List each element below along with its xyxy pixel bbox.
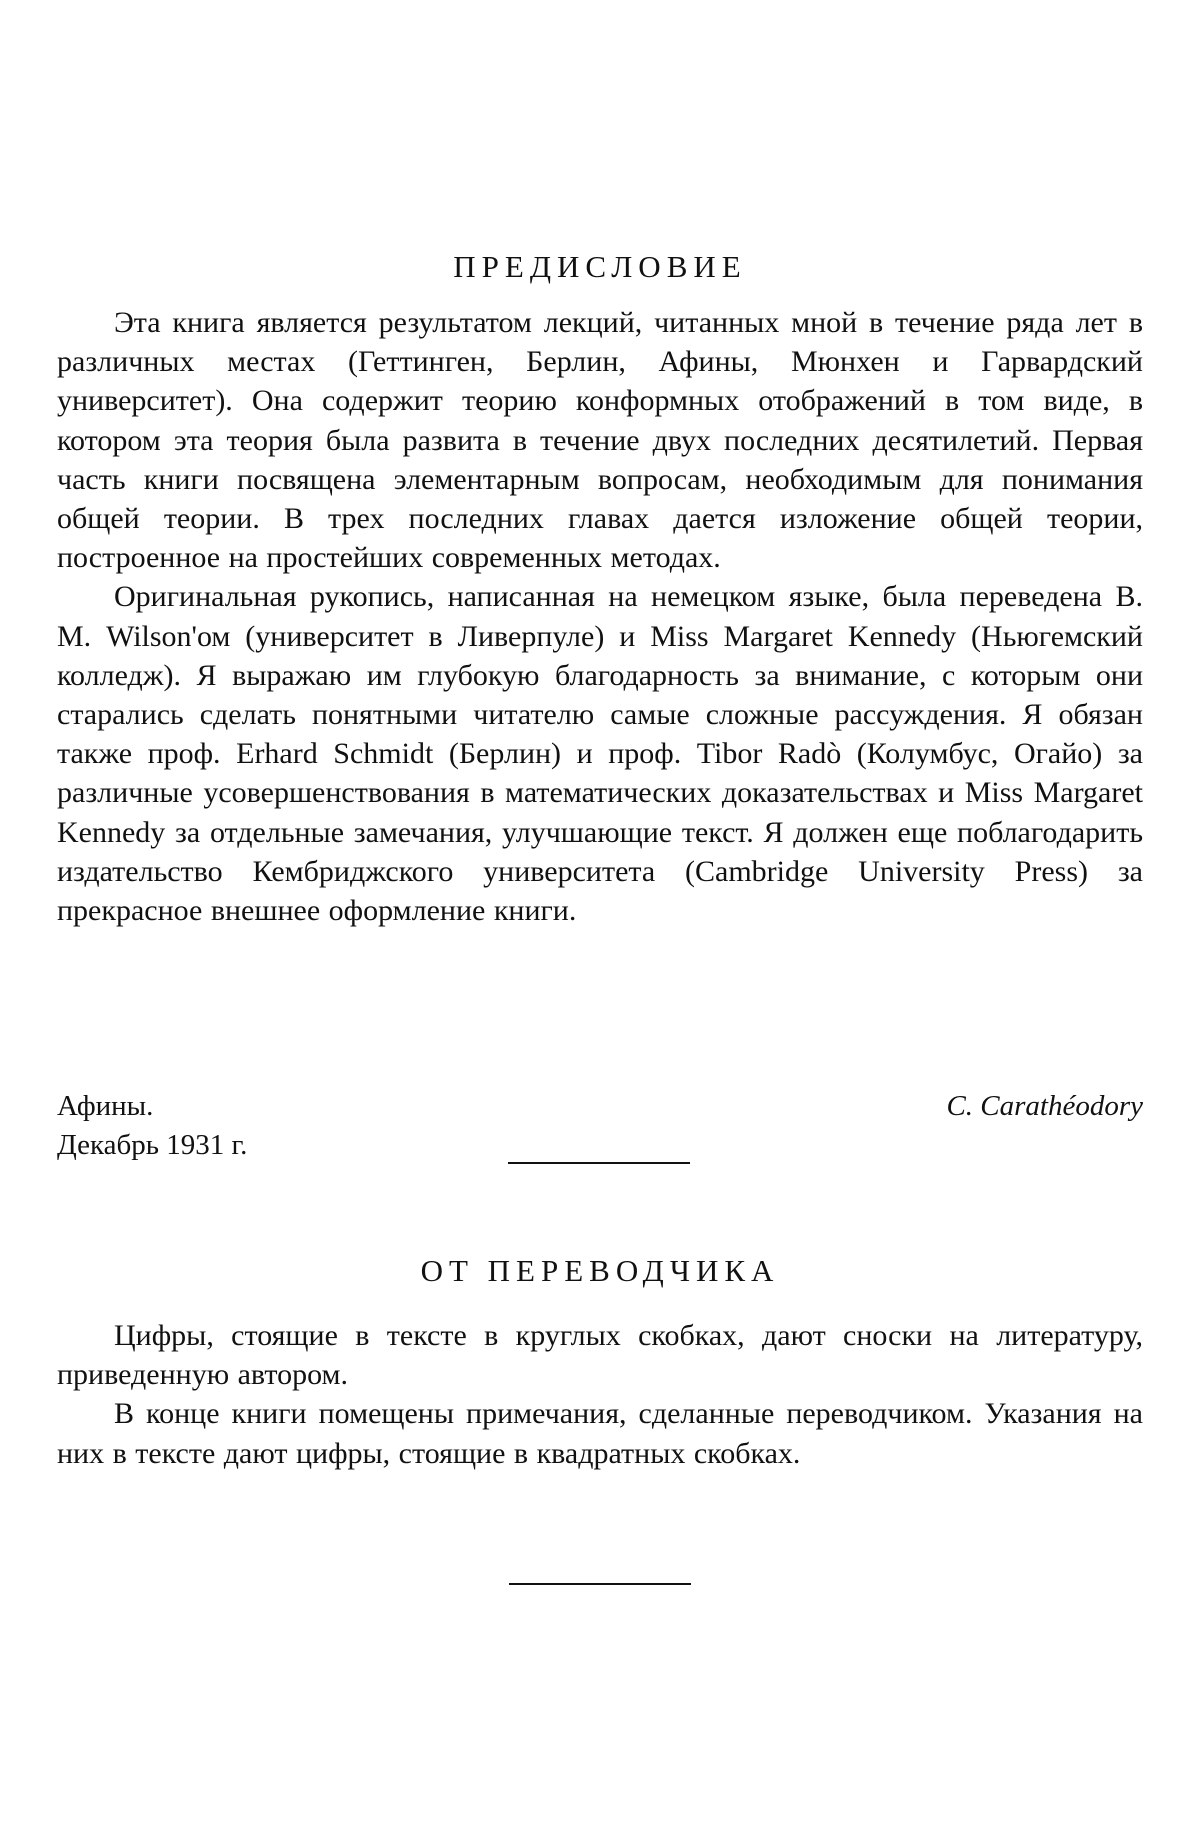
translator-paragraph-2: В конце книги помещены примечания, сделанные переводчиком. Указания на них в тексте дают цифры, стоящие в квадратных скобках. xyxy=(57,1397,1143,1470)
preface-title: ПРЕДИСЛОВИЕ xyxy=(453,249,747,284)
preface-paragraph-1: Эта книга является результатом лекций, читанных мной в течение ряда лет в различных местах (Геттинген, Берлин, Афины, Мюнхен и Гарвардский университет). Она содержит теорию конформных отображений в том виде, в котором эта теория была развита в течение двух последних десятилетий. Первая часть книги посвящена элементарным вопросам, необходимым для понимания общей теории. В трех последних главах дается изложение общей теории, построенное на простейших современных методах. xyxy=(57,306,1143,575)
preface-body xyxy=(57,303,1143,930)
end-divider xyxy=(509,1583,691,1585)
section-divider xyxy=(508,1162,690,1164)
preface-paragraph-2: Оригинальная рукопись, написанная на немецком языке, была переведена В. М. Wilson'ом (университет в Ливерпуле) и Miss Margaret Kennedy (Ньюгемский колледж). Я выражаю им глубокую благодарность за внимание, с которым они старались сделать понятными читателю самые сложные рассуждения. Я обязан также проф. Erhard Schmidt (Берлин) и проф. Tibor Radò (Колумбус, Огайо) за различные усовершенствования в математических доказательствах и Miss Margaret Kennedy за отдельные замечания, улучшающие текст. Я должен еще поблагодарить издательство Кембриджского университета (Cambridge University Press) за прекрасное внешнее оформление книги. xyxy=(57,580,1143,928)
translator-title: ОТ ПЕРЕВОДЧИКА xyxy=(420,1253,780,1288)
translator-paragraph-1: Цифры, стоящие в тексте в круглых скобках, дают сноски на литературу, приведенную автором. xyxy=(57,1319,1143,1392)
translator-body xyxy=(57,1316,1143,1473)
preface-author: C. Carathéodory xyxy=(946,1090,1143,1122)
preface-date: Декабрь 1931 г. xyxy=(57,1129,248,1161)
preface-place: Афины. xyxy=(57,1090,154,1122)
